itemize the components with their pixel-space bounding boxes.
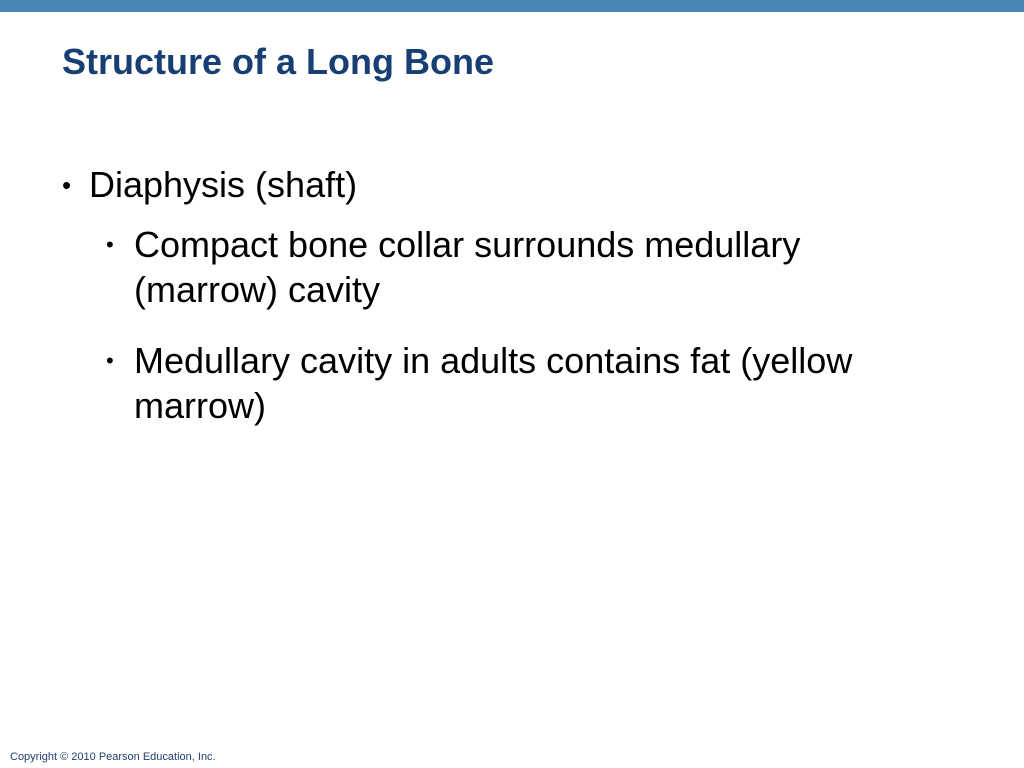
sub-bullet-dot-icon: • [106,232,114,257]
sub-bullet-item [106,222,934,312]
sub-bullet-text: Medullary cavity in adults contains fat (yellow marrow) [134,340,853,426]
bullet-item [62,160,962,210]
slide-title: Structure of a Long Bone [62,41,494,82]
sub-bullet-text: Compact bone collar surrounds medullary (marrow) cavity [134,224,801,310]
bullet-dot-icon: • [62,170,72,200]
sub-bullet-list [62,222,962,428]
sub-bullet-dot-icon: • [106,348,114,373]
bullet-text: Diaphysis (shaft) [89,164,358,205]
bullet-list [62,160,962,454]
copyright-footer: Copyright © 2010 Pearson Education, Inc. [10,751,216,763]
sub-bullet-item [106,338,934,428]
top-accent-bar [0,0,1024,12]
